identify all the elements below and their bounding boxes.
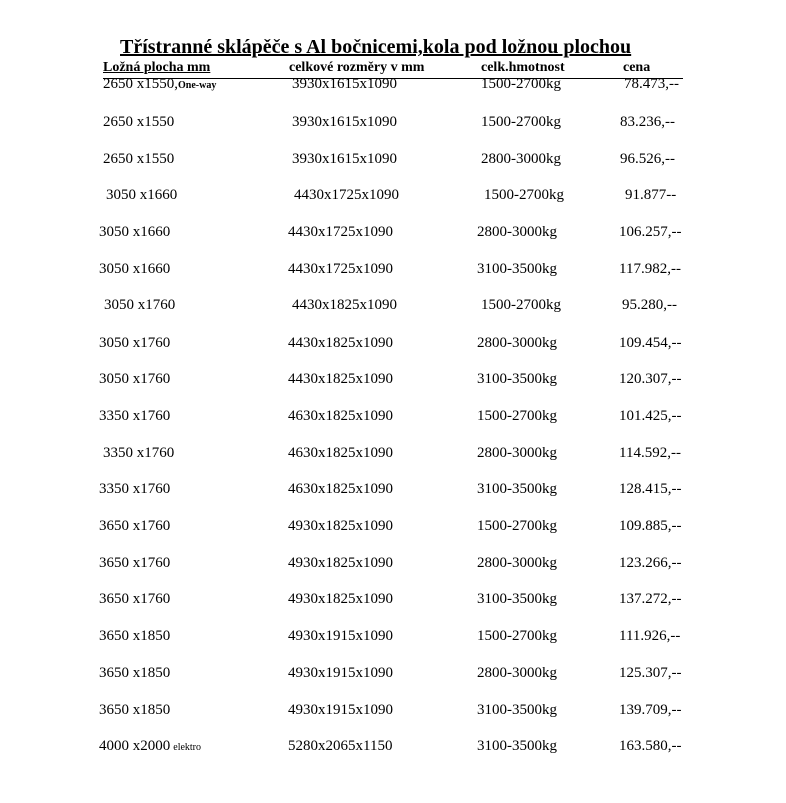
cell-price: 109.454,-- (619, 335, 682, 351)
cell-weight: 3100-3500kg (477, 371, 557, 387)
cell-dims: 4430x1725x1090 (294, 187, 399, 203)
cell-weight: 3100-3500kg (477, 261, 557, 277)
table-row (0, 665, 786, 685)
cell-area: 3350 x1760 (99, 408, 171, 424)
cell-dims: 4930x1825x1090 (288, 591, 393, 607)
area-text: 4000 x2000 (99, 738, 171, 754)
cell-dims: 4930x1825x1090 (288, 555, 393, 571)
header-weight: celk.hmotnost (481, 60, 565, 75)
table-row (0, 297, 786, 317)
cell-area: 3050 x1760 (99, 335, 171, 351)
cell-area: 3050 x1660 (99, 224, 171, 240)
table-row (0, 702, 786, 722)
cell-weight: 1500-2700kg (481, 114, 561, 130)
cell-weight: 2800-3000kg (477, 445, 557, 461)
cell-dims: 4430x1725x1090 (288, 224, 393, 240)
cell-dims: 5280x2065x1150 (288, 738, 393, 754)
cell-weight: 3100-3500kg (477, 738, 557, 754)
cell-dims: 4630x1825x1090 (288, 481, 393, 497)
cell-dims: 4430x1725x1090 (288, 261, 393, 277)
cell-area: 3350 x1760 (99, 481, 171, 497)
cell-price: 106.257,-- (619, 224, 682, 240)
header-price: cena (623, 60, 651, 75)
table-row (0, 76, 786, 96)
cell-area: 3050 x1660 (99, 261, 171, 277)
cell-weight: 2800-3000kg (481, 151, 561, 167)
cell-weight: 1500-2700kg (481, 76, 561, 92)
table-row (0, 261, 786, 281)
table-row (0, 151, 786, 171)
cell-dims: 4930x1825x1090 (288, 518, 393, 534)
cell-weight: 1500-2700kg (477, 518, 557, 534)
cell-area: 3650 x1850 (99, 702, 171, 718)
cell-area: 3650 x1760 (99, 591, 171, 607)
cell-price: 101.425,-- (619, 408, 682, 424)
cell-dims: 4930x1915x1090 (288, 628, 393, 644)
cell-dims: 3930x1615x1090 (292, 76, 397, 92)
cell-area: 3050 x1760 (99, 371, 171, 387)
cell-price: 123.266,-- (619, 555, 682, 571)
cell-price: 114.592,-- (619, 445, 681, 461)
cell-weight: 2800-3000kg (477, 665, 557, 681)
cell-weight: 2800-3000kg (477, 224, 557, 240)
cell-area: 3050 x1660 (106, 187, 178, 203)
cell-price: 96.526,-- (620, 151, 675, 167)
cell-weight: 1500-2700kg (484, 187, 564, 203)
table-row (0, 187, 786, 207)
table-row (0, 555, 786, 575)
cell-area: 3050 x1760 (104, 297, 176, 313)
header-dims: celkové rozměry v mm (289, 60, 425, 75)
cell-price: 117.982,-- (619, 261, 681, 277)
cell-dims: 4630x1825x1090 (288, 408, 393, 424)
area-note: elektro (173, 742, 202, 753)
table-row (0, 518, 786, 538)
table-row (0, 114, 786, 134)
cell-price: 163.580,-- (619, 738, 682, 754)
cell-price: 111.926,-- (619, 628, 681, 644)
table-row (0, 628, 786, 648)
cell-area (99, 738, 201, 755)
cell-price: 120.307,-- (619, 371, 682, 387)
cell-price: 139.709,-- (619, 702, 682, 718)
cell-price: 83.236,-- (620, 114, 675, 130)
area-text: 2650 x1550, (103, 76, 178, 92)
cell-price: 109.885,-- (619, 518, 682, 534)
table-row (0, 591, 786, 611)
cell-weight: 2800-3000kg (477, 555, 557, 571)
cell-area: 3650 x1760 (99, 518, 171, 534)
table-row (0, 481, 786, 501)
cell-price: 78.473,-- (624, 76, 679, 92)
cell-area: 2650 x1550 (103, 151, 175, 167)
area-note: One-way (178, 80, 217, 91)
cell-area (103, 76, 216, 93)
cell-price: 128.415,-- (619, 481, 682, 497)
cell-dims: 4430x1825x1090 (288, 335, 393, 351)
cell-weight: 1500-2700kg (481, 297, 561, 313)
table-row (0, 408, 786, 428)
table-row (0, 224, 786, 244)
cell-dims: 4430x1825x1090 (288, 371, 393, 387)
page-title: Třístranné sklápěče s Al bočnicemi,kola pod ložnou plochou (120, 36, 632, 58)
cell-weight: 3100-3500kg (477, 481, 557, 497)
cell-price: 125.307,-- (619, 665, 682, 681)
cell-area: 3650 x1850 (99, 665, 171, 681)
cell-dims: 4430x1825x1090 (292, 297, 397, 313)
cell-weight: 1500-2700kg (477, 408, 557, 424)
cell-price: 137.272,-- (619, 591, 682, 607)
header-area: Ložná plocha mm (103, 60, 211, 75)
table-row (0, 738, 786, 758)
cell-area: 3650 x1850 (99, 628, 171, 644)
cell-dims: 4930x1915x1090 (288, 702, 393, 718)
cell-area: 3650 x1760 (99, 555, 171, 571)
cell-weight: 3100-3500kg (477, 702, 557, 718)
cell-dims: 4930x1915x1090 (288, 665, 393, 681)
cell-weight: 1500-2700kg (477, 628, 557, 644)
cell-weight: 3100-3500kg (477, 591, 557, 607)
cell-area: 3350 x1760 (103, 445, 175, 461)
cell-area: 2650 x1550 (103, 114, 175, 130)
cell-dims: 3930x1615x1090 (292, 151, 397, 167)
table-row (0, 445, 786, 465)
table-row (0, 371, 786, 391)
cell-dims: 4630x1825x1090 (288, 445, 393, 461)
cell-price: 95.280,-- (622, 297, 677, 313)
table-row (0, 335, 786, 355)
cell-weight: 2800-3000kg (477, 335, 557, 351)
cell-price: 91.877-- (625, 187, 677, 203)
cell-dims: 3930x1615x1090 (292, 114, 397, 130)
